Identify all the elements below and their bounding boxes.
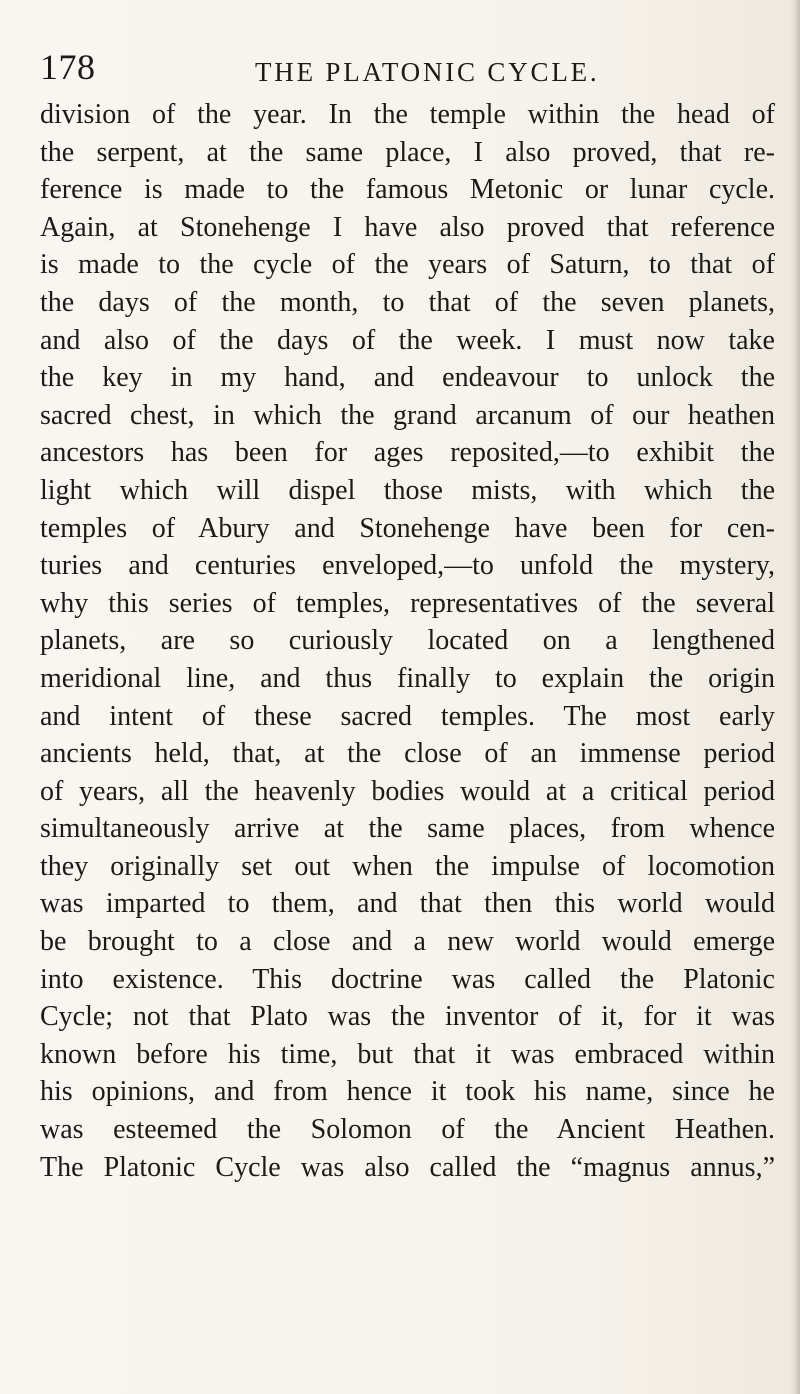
page-number: 178 [40, 47, 96, 87]
text-line: meridional line, and thus finally to explain the origin [40, 662, 775, 694]
text-line: ancestors has been for ages reposited,—to exhibit the [40, 437, 775, 469]
body-text [40, 96, 775, 1186]
text-line: ference is made to the famous Metonic or lunar cycle. [40, 174, 775, 206]
text-line: light which will dispel those mists, with which the [40, 474, 775, 506]
text-line: is made to the cycle of the years of Saturn, to that of [40, 249, 775, 281]
text-line: planets, are so curiously located on a lengthened [40, 625, 775, 657]
text-line: ancients held, that, at the close of an immense period [40, 738, 775, 770]
text-line: the key in my hand, and endeavour to unlock the [40, 362, 775, 394]
text-line: why this series of temples, representatives of the several [40, 587, 775, 619]
text-line: they originally set out when the impulse of locomotion [40, 850, 775, 882]
text-line: was imparted to them, and that then this world would [40, 888, 775, 920]
text-line: of years, all the heavenly bodies would at a critical period [40, 775, 775, 807]
running-head [40, 45, 765, 95]
text-line: known before his time, but that it was embraced within [40, 1038, 775, 1070]
text-line: into existence. This doctrine was called the Platonic [40, 963, 775, 995]
text-line: division of the year. In the temple within the head of [40, 99, 775, 130]
text-line: the days of the month, to that of the seven planets, [40, 286, 775, 318]
text-line: turies and centuries enveloped,—to unfold the mystery, [40, 550, 775, 582]
text-line: simultaneously arrive at the same places, from whence [40, 813, 775, 845]
text-line: his opinions, and from hence it took his name, since he [40, 1076, 775, 1108]
text-line: Again, at Stonehenge I have also proved that reference [40, 211, 775, 243]
text-line: be brought to a close and a new world would emerge [40, 926, 775, 958]
text-line: and intent of these sacred temples. The most early [40, 700, 775, 732]
text-line: the serpent, at the same place, I also proved, that re- [40, 136, 775, 168]
text-line: temples of Abury and Stonehenge have been for cen- [40, 512, 775, 544]
running-title: THE PLATONIC CYCLE. [255, 57, 600, 87]
text-line: and also of the days of the week. I must now take [40, 324, 775, 356]
text-line: was esteemed the Solomon of the Ancient Heathen. [40, 1114, 775, 1146]
text-line: The Platonic Cycle was also called the “magnus annus,” [40, 1151, 775, 1183]
text-line: Cycle; not that Plato was the inventor of it, for it was [40, 1001, 775, 1033]
text-line: sacred chest, in which the grand arcanum of our heathen [40, 399, 775, 431]
page-edge-shadow [790, 0, 800, 1394]
